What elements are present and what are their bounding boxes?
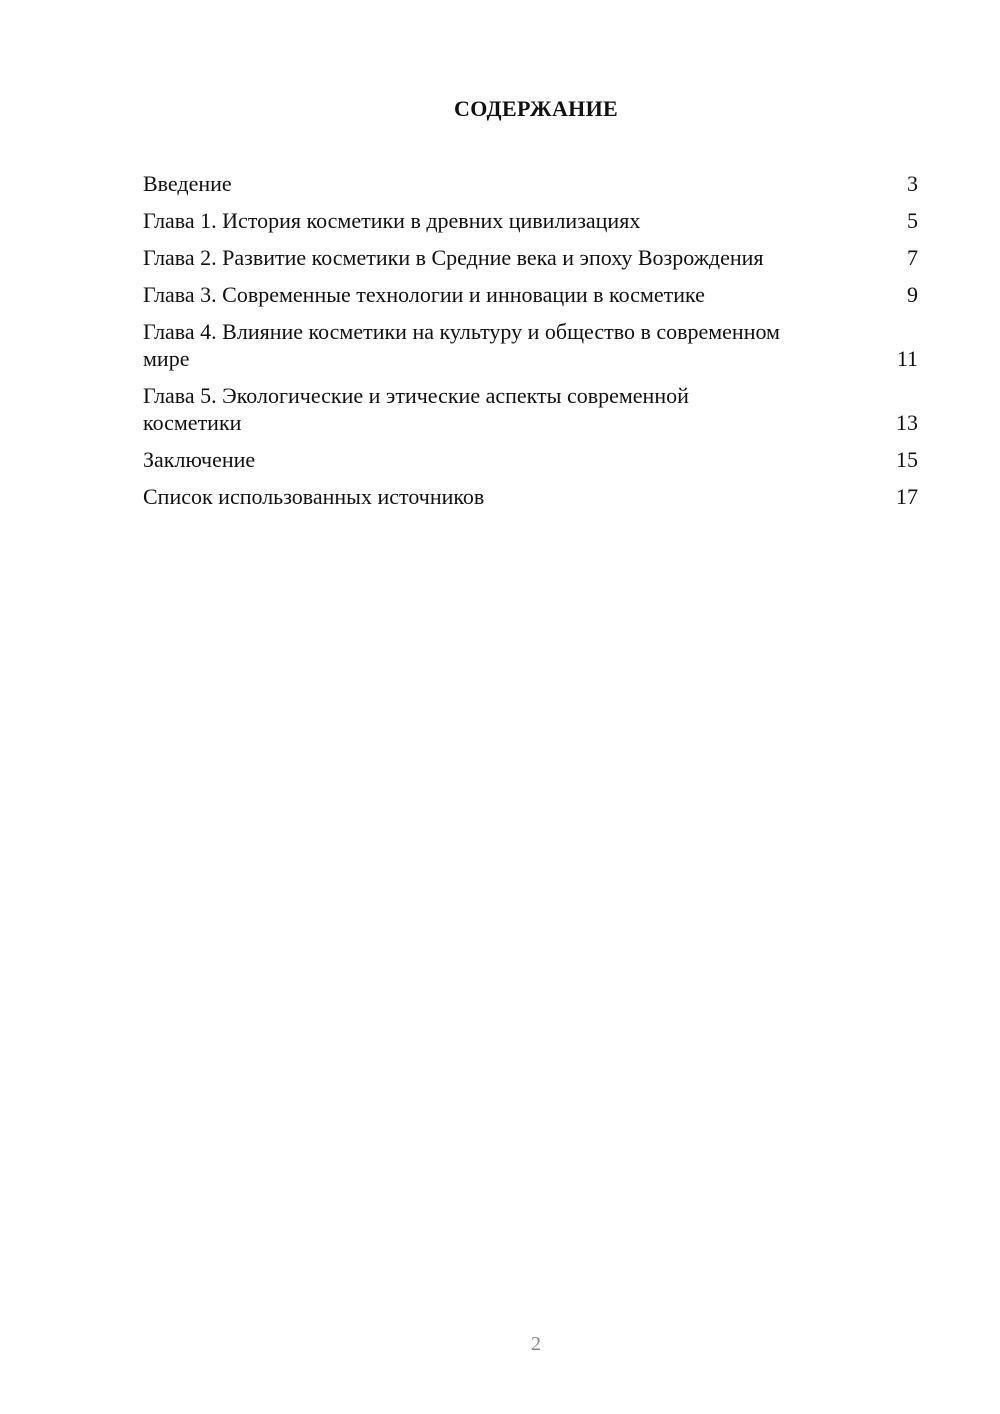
toc-entry xyxy=(143,244,918,271)
toc-entry xyxy=(143,382,918,436)
toc-entry xyxy=(143,207,918,234)
toc-entry xyxy=(143,318,918,372)
toc-entry-label: Введение xyxy=(143,171,232,196)
toc-entry-label: Список использованных источников xyxy=(143,484,485,509)
toc-entry-page: 5 xyxy=(907,208,918,233)
toc-entry-page: 3 xyxy=(907,171,918,196)
toc-entry-page: 9 xyxy=(907,282,918,307)
toc-entry xyxy=(143,281,918,308)
toc-entry-label: Глава 2. Развитие косметики в Средние века и эпоху Возрождения xyxy=(143,245,764,270)
toc-entry-label: Глава 4. Влияние косметики на культуру и общество в современном мире xyxy=(143,319,780,371)
toc-entry-page: 7 xyxy=(907,245,918,270)
toc-entry-page: 17 xyxy=(896,484,918,509)
toc-entry-label: Глава 1. История косметики в древних цивилизациях xyxy=(143,208,641,233)
toc-entry-label: Заключение xyxy=(143,447,256,472)
table-of-contents xyxy=(143,170,918,520)
page-number: 2 xyxy=(531,1333,541,1355)
toc-entry xyxy=(143,483,918,510)
toc-entry-page: 15 xyxy=(896,447,918,472)
toc-entry-page: 11 xyxy=(896,346,918,371)
toc-entry-label: Глава 5. Экологические и этические аспекты современной косметики xyxy=(143,383,689,435)
toc-entry xyxy=(143,446,918,473)
toc-entry xyxy=(143,170,918,197)
toc-entry-label: Глава 3. Современные технологии и инновации в косметике xyxy=(143,282,705,307)
toc-entry-page: 13 xyxy=(896,410,918,435)
page-title: СОДЕРЖАНИЕ xyxy=(454,96,618,121)
